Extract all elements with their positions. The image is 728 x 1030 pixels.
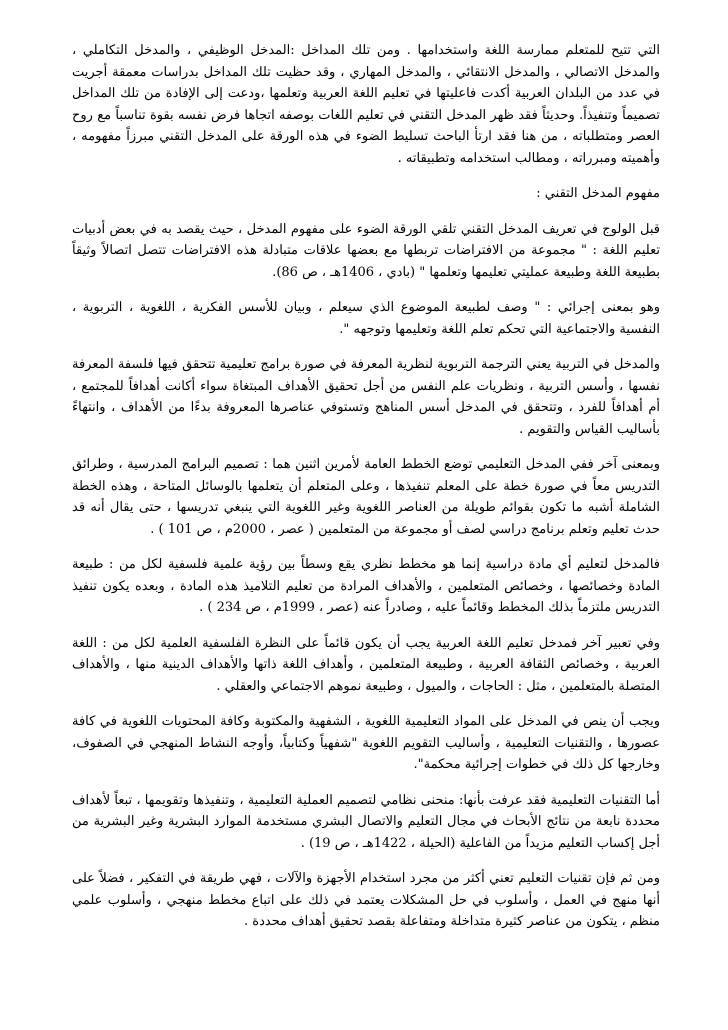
paragraph-2: وهو بمعنى إجرائي : " وصف لطبيعة الموضوع الذي سيعلم ، وبيان للأسس الفكرية ، اللغوية ، التربوية ، النفسية والاجتماعية التي تحكم تعلم اللغة وتعليمها وتوجهه ".	[72, 300, 660, 337]
paragraph-6: وفي تعبير آخر فمدخل تعليم اللغة العربية يجب أن يكون قائماً على النظرة الفلسفية العلمية لكل من : اللغة العربية ، وخصائص الثقافة العربية ، وطبيعة المتعلمين ، وأهداف اللغة ذاتها والأهداف الدينية منها ، والأهداف المتصلة بالمتعلمين ، مثل : الحاجات ، والميول ، وطبيعة نموهم الاجتماعي والعقلي .	[72, 635, 660, 694]
paragraph-1: قبل الولوج في تعريف المدخل التقني تلقي الورقة الضوء على مفهوم المدخل ، حيث يقصد به في بعض أدبيات تعليم اللغة : " مجموعة من الافتراضات تربطها مع بعضها علاقات متبادلة هذه الافتراضات تتصل اتصالاً وثيقاً بطبيعة اللغة وطبيعة عمليتي تعليمها وتعلمها " (بادي ، 1406هـ ، ص 86).	[72, 221, 660, 280]
paragraph-7: ويجب أن ينص في المدخل على المواد التعليمية اللغوية ، الشفهية والمكتوبة وكافة المحتويات اللغوية في كافة عصورها ، والتقنيات التعليمية ، وأساليب التقويم اللغوية "شفهياً وكتابياً، وأوجه النشاط المنهجي في الصفوف، وخارجها كل ذلك في خطوات إجرائية محكمة".	[72, 714, 660, 772]
paragraph-3: والمدخل في التربية يعني الترجمة التربوية لنظرية المعرفة في صورة برامج تعليمية تتحقق فيها فلسفة المعرفة نفسها ، وأسس التربية ، ونظريات علم النفس من أجل تحقيق الأهداف المبتغاة سواء أكانت أهدافاً للمجتمع ، أم أهدافاً للفرد ، وتتحقق في المدخل أسس المناهج وتستوفي عناصرها المعروفة بدءًا من الأهداف ، وانتهاءً بأساليب القياس والتقويم .	[72, 357, 660, 437]
paragraph-8: أما التقنيات التعليمية فقد عرفت بأنها: منحنى نظامي لتصميم العملية التعليمية ، وتنفيذها وتقويمها ، تبعاً لأهداف محددة نابعة من نتائج الأبحاث في مجال التعليم والاتصال البشري مستخدمة الموارد البشرية وغير البشرية من أجل إكساب التعليم مزيداً من الفاعلية (الحيلة ، 1422هـ ، ص 19) .	[72, 792, 660, 851]
paragraph-5: فالمدخل لتعليم أي مادة دراسية إنما هو مخطط نظري يقع وسطاً بين رؤية علمية فلسفية لكل من : طبيعة المادة وخصائصها ، وخصائص المتعلمين ، والأهداف المرادة من تعليم التلاميذ هذه المادة ، وبعده يكون تنفيذ التدريس ملتزماً بذلك المخطط وقائماً عليه ، وصادراً عنه (عصر ، 1999م ، ص 234 ) .	[72, 557, 660, 615]
paragraph-4: وبمعنى آخر ففي المدخل التعليمي توضع الخطط العامة لأمرين اثنين هما : تصميم البرامج المدرسية ، وطرائق التدريس معاً في صورة خطة على المعلم تنفيذها ، وعلى المتعلم أن يتعلمها بالوسائل المتاحة ، وهذه الخطة الشاملة أشبه ما تكون بقوائم طويلة من العناصر اللغوية وغير اللغوية التي ينبغي تدريسها ، حتى يقال أنه قد حدث تعليم وتعلم برنامج دراسي لصف أو مجموعة من المتعلمين ( عصر ، 2000م ، ص 101 ) .	[72, 457, 660, 537]
section-heading: مفهوم المدخل التقني :	[536, 186, 660, 201]
paragraph-intro: التي تتيح للمتعلم ممارسة اللغة واستخدامها . ومن تلك المداخل :المدخل الوظيفي ، والمدخل التكاملي ، والمدخل الاتصالي ، والمدخل الانتقائي ، والمدخل المهاري ، وقد حظيت تلك المداخل بدراسات معمقة أجريت في عدد من البلدان العربية أكدت فاعليتها في تعليم اللغة العربية وتعلمها ،ودعت إلى الإفادة من تلك المداخل تصميماً وتنفيذاً. وحديثاً فقد ظهر المدخل التقني في تعليم اللغات بوصفه اتجاها فرض نفسه بقوة تناسباً مع روح العصر ومتطلباته ، من هنا فقد ارتأ الباحث تسليط الضوء في هذه الورقة على المدخل التقني مبرزاً مفهومه ، وأهميته ومبرراته ، ومطالب استخدامه وتطبيقاته .	[72, 43, 660, 166]
paragraph-9: ومن ثم فإن تقنيات التعليم تعني أكثر من مجرد استخدام الأجهزة والآلات ، فهي طريقة في التفكير ، فضلاً على أنها منهج في العمل ، وأسلوب في حل المشكلات يعتمد في ذلك على اتباع مخطط منهجي ، وأسلوب علمي منظم ، يتكون من عناصر كثيرة متداخلة ومتفاعلة بقصد تحقيق أهداف محددة .	[72, 871, 660, 929]
